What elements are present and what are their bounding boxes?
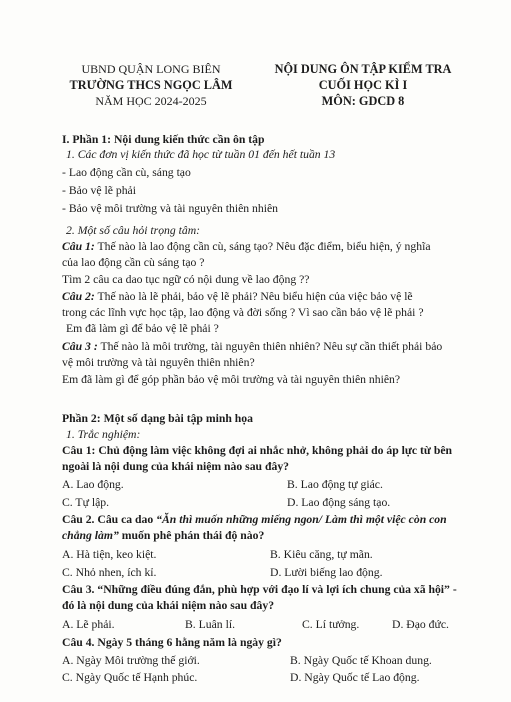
part1-subheading: 1. Các đơn vị kiến thức đã học từ tuần 01 đến hết tuần 13 [66,148,336,161]
header-district: UBND QUẬN LONG BIÊN [81,62,221,76]
part1-questions-heading: 2. Một số câu hỏi trọng tâm: [66,224,201,237]
answer-option: C. Lí tưởng. [302,618,360,631]
question-1-line2: của lao động cần cù sáng tạo ? [62,256,205,269]
answer-option: C. Tự lập. [62,496,110,509]
answer-option: D. Ngày Quốc tế Lao động. [290,671,420,684]
answer-option: C. Nhỏ nhen, ích kỉ. [62,566,157,579]
question-label: Câu 2: [62,290,95,303]
part2-subheading: 1. Trắc nghiệm: [66,428,141,441]
header-term: CUỐI HỌC KÌ I [318,78,408,92]
topic-item: - Bảo vệ môi trường và tài nguyên thiên nhiên [62,202,279,215]
mc-question-3: Câu 3. “Những điều đúng đắn, phù hợp với đạo lí và lợi ích chung của xã hội” - [62,583,457,596]
mc-question-2 [62,513,447,526]
question-prefix: Câu 2. Câu ca dao [62,513,157,526]
question-2-line2: trong các lĩnh vực học tập, lao động và đời sống ? Vì sao cần bảo vệ lẽ phải ? [62,306,424,319]
question-2 [62,290,413,303]
question-suffix: muốn phê phán thái độ nào? [118,529,265,542]
question-3 [62,340,442,353]
question-label: Câu 3 : [62,340,98,353]
folk-verse-quote-end: chẳng làm” [62,529,119,542]
folk-verse-quote: “Ăn thì muốn những miếng ngon/ Làm thì một việc còn con [156,513,447,526]
mc-question-4: Câu 4. Ngày 5 tháng 6 hằng năm là ngày gì? [62,636,282,649]
part1-heading: I. Phần 1: Nội dung kiến thức cần ôn tập [62,133,265,146]
question-1-line3: Tìm 2 câu ca dao tục ngữ có nội dung về lao động ?? [62,273,310,286]
question-3-line3: Em đã làm gì để góp phần bảo vệ môi trường và tài nguyên thiên nhiên? [62,373,401,386]
answer-option: D. Lười biếng lao động. [270,566,383,579]
question-3-line2: vệ môi trường và tài nguyên thiên nhiên? [62,356,255,369]
topic-item: - Lao động cần cù, sáng tạo [62,166,191,179]
mc-question-3-line2: đó là nội dung của khái niệm nào sau đây? [62,599,275,612]
answer-option: C. Ngày Quốc tế Hạnh phúc. [62,671,198,684]
header-title: NỘI DUNG ÔN TẬP KIỂM TRA [274,62,452,76]
question-text: Thế nào là lao động cần cù, sáng tạo? Nêu đặc điểm, biểu hiện, ý nghĩa [94,240,431,253]
answer-option: B. Lao động tự giác. [287,478,383,491]
header-school: TRƯỜNG THCS NGỌC LÂM [69,78,233,92]
answer-option: B. Kiêu căng, tự mãn. [270,548,373,561]
answer-option: A. Lao động. [62,478,124,491]
answer-option: A. Ngày Môi trường thế giới. [62,654,200,667]
answer-option: D. Lao động sáng tạo. [287,496,391,509]
answer-option: A. Hà tiện, keo kiệt. [62,548,157,561]
header-subject: MÔN: GDCD 8 [321,94,405,108]
mc-question-1-line2: ngoài là nội dung của khái niệm nào sau đây? [62,460,290,473]
question-text: Thế nào là lẽ phải, bảo vệ lẽ phải? Nêu biểu hiện của việc bảo vệ lẽ [94,290,413,303]
answer-option: A. Lẽ phải. [62,618,115,631]
question-2-line3: Em đã làm gì để bảo vệ lẽ phải ? [66,322,219,335]
answer-option: B. Luân lí. [185,618,235,631]
question-text: Thế nào là môi trường, tài nguyên thiên nhiên? Nêu sự cần thiết phải bảo [97,340,443,353]
answer-option: D. Đạo đức. [392,618,449,631]
question-label: Câu 1: [62,240,95,253]
part2-heading: Phần 2: Một số dạng bài tập minh họa [62,412,253,425]
topic-item: - Bảo vệ lẽ phải [62,184,136,197]
mc-question-1: Câu 1: Chủ động làm việc không đợi ai nhắc nhở, không phải do áp lực từ bên [62,444,453,457]
mc-question-2-line2 [62,529,264,542]
answer-option: B. Ngày Quốc tế Khoan dung. [290,654,432,667]
header-year: NĂM HỌC 2024-2025 [95,94,207,108]
question-1 [62,240,431,253]
